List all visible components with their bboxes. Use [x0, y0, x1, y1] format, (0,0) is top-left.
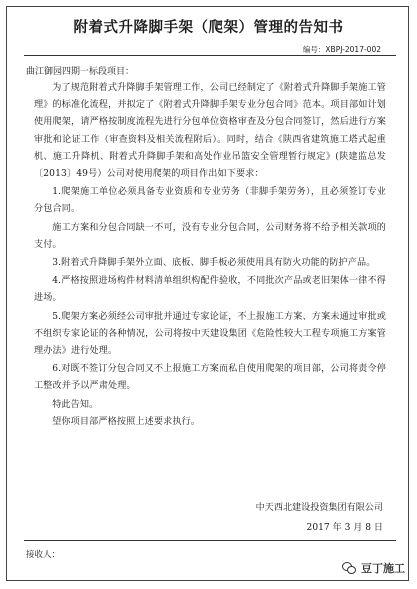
signature-date: 2017 年 3 月 8 日 [306, 523, 383, 533]
requirement-item-1: 1.爬架施工单位必须具备专业资质和专业劳务（非脚手架劳务），且必须签订专业分包合同。 [34, 187, 386, 215]
signature-organization: 中天西北建设投资集团有限公司 [255, 503, 383, 513]
requirement-item-3: 3.附着式升降脚手架外立面、底板、脚手板必须使用具有防火功能的防护产品。 [52, 258, 376, 269]
header-divider [24, 55, 396, 56]
footer-divider [24, 540, 396, 541]
intro-paragraph: 为了规范附着式升降脚手架管理工作，公司已经制定了《附着式升降脚手架施工管理》的标准化流程，并拟定了《附着式升降脚手架专业分包合同》范本。项目部如计划使用爬架，请严格按制度流程先进行分包单位资格审查及分包合同签订，然后进行方案审批和论证工作（审查资料及相关流程附后）。同时，结合《陕西省建筑施工塔式起重机、施工升降机、附着式升降脚手架和高处作业吊篮安全管理暂行规定》(陕建监总发〔2013〕49号）公司对使用爬架的项目作出如下要求： [34, 83, 386, 180]
requirement-item-4: 4.严格按照进场构件材料清单组织构配件验收，不同批次产品或老旧架体一律不得进场。 [34, 276, 386, 304]
wechat-icon [342, 562, 356, 574]
closing-notice: 特此告知。 [52, 399, 99, 410]
document-number: 编号：XBPJ-2017-002 [302, 45, 381, 54]
requirement-item-2: 施工方案和分包合同缺一不可，没有专业分包合同，公司财务将不给予相关款项的支付。 [34, 222, 386, 250]
document-title: 附着式升降脚手架（爬架）管理的告知书 [73, 20, 344, 36]
watermark [342, 560, 405, 576]
closing-request: 望你项目部严格按照上述要求执行。 [52, 416, 201, 427]
requirement-item-5: 5.爬架方案必须经公司审批并通过专家论证，不上报施工方案、方案未通过审批或不组织专家论证的各种情况，公司将按中天建设集团《危险性较大工程专项施工方案管理办法》进行处理。 [34, 311, 386, 357]
requirement-item-6: 6.对既不签订分包合同又不上报施工方案而私自使用爬架的项目部，公司将责令停工整改并予以严肃处理。 [34, 364, 386, 392]
receiver-label: 接收人： [26, 550, 61, 560]
watermark-text: 豆丁施工 [361, 562, 405, 575]
document-body [34, 80, 386, 431]
recipient-line: 曲江御园四期一标段项目： [26, 67, 135, 77]
